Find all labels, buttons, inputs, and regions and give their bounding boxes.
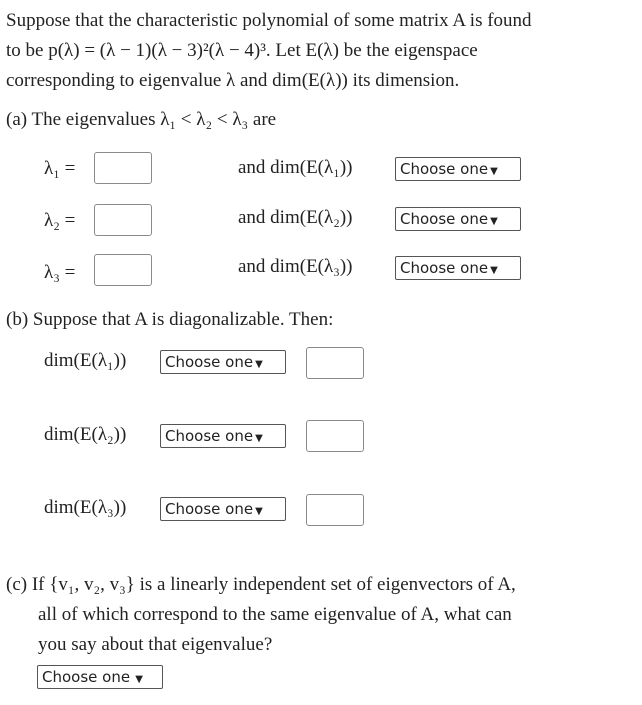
lambda-2-input[interactable]	[94, 204, 152, 236]
dim-b-2-label: dim(E(λ₂))	[44, 424, 127, 445]
triangle-down-icon: ▼	[255, 506, 263, 517]
dim-a-1-select-value: Choose one	[400, 160, 489, 178]
dim-b-3-select[interactable]	[160, 497, 286, 521]
intro-line-3: corresponding to eigenvalue λ and dim(E(λ)) its dimension.	[6, 70, 460, 91]
dim-a-1-label: and dim(E(λ₁))	[238, 157, 353, 178]
dim-a-3-label: and dim(E(λ₃))	[238, 256, 353, 277]
dim-a-3-select-value: Choose one	[400, 259, 489, 277]
dim-a-1-select[interactable]	[395, 157, 521, 181]
dim-b-2-select[interactable]	[160, 424, 286, 448]
part-b-heading: (b) Suppose that A is diagonalizable. Then:	[6, 309, 334, 330]
dim-b-2-select-value: Choose one	[165, 427, 254, 445]
dim-b-1-input[interactable]	[306, 347, 364, 379]
lambda-3-label: λ₃ =	[44, 262, 76, 283]
lambda-1-input[interactable]	[94, 152, 152, 184]
intro-line-2: to be p(λ) = (λ − 1)(λ − 3)²(λ − 4)³. Let E(λ) be the eigenspace	[6, 40, 478, 61]
triangle-down-icon: ▼	[255, 433, 263, 444]
part-c-line-3: you say about that eigenvalue?	[38, 634, 273, 655]
triangle-down-icon: ▼	[132, 674, 143, 685]
dim-b-3-select-value: Choose one	[165, 500, 254, 518]
dim-b-3-label: dim(E(λ₃))	[44, 497, 127, 518]
part-a-heading: (a) The eigenvalues λ₁ < λ₂ < λ₃ are	[6, 109, 277, 130]
part-c-line-1: (c) If {v₁, v₂, v₃} is a linearly independent set of eigenvectors of A,	[6, 574, 516, 595]
dim-a-2-select-value: Choose one	[400, 210, 489, 228]
dim-b-1-select-value: Choose one	[165, 353, 254, 371]
dim-a-2-select[interactable]	[395, 207, 521, 231]
dim-a-3-select[interactable]	[395, 256, 521, 280]
triangle-down-icon: ▼	[490, 166, 498, 177]
dim-b-1-select[interactable]	[160, 350, 286, 374]
dim-b-1-label: dim(E(λ₁))	[44, 350, 127, 371]
lambda-1-label: λ₁ =	[44, 158, 76, 179]
part-c-select[interactable]	[37, 665, 163, 689]
dim-b-3-input[interactable]	[306, 494, 364, 526]
part-c-line-2: all of which correspond to the same eigenvalue of A, what can	[38, 604, 512, 625]
dim-a-2-label: and dim(E(λ₂))	[238, 207, 353, 228]
lambda-2-label: λ₂ =	[44, 210, 76, 231]
dim-b-2-input[interactable]	[306, 420, 364, 452]
triangle-down-icon: ▼	[490, 216, 498, 227]
triangle-down-icon: ▼	[490, 265, 498, 276]
triangle-down-icon: ▼	[255, 359, 263, 370]
part-c-select-value: Choose one	[42, 668, 131, 686]
intro-line-1: Suppose that the characteristic polynomial of some matrix A is found	[6, 10, 532, 31]
lambda-3-input[interactable]	[94, 254, 152, 286]
